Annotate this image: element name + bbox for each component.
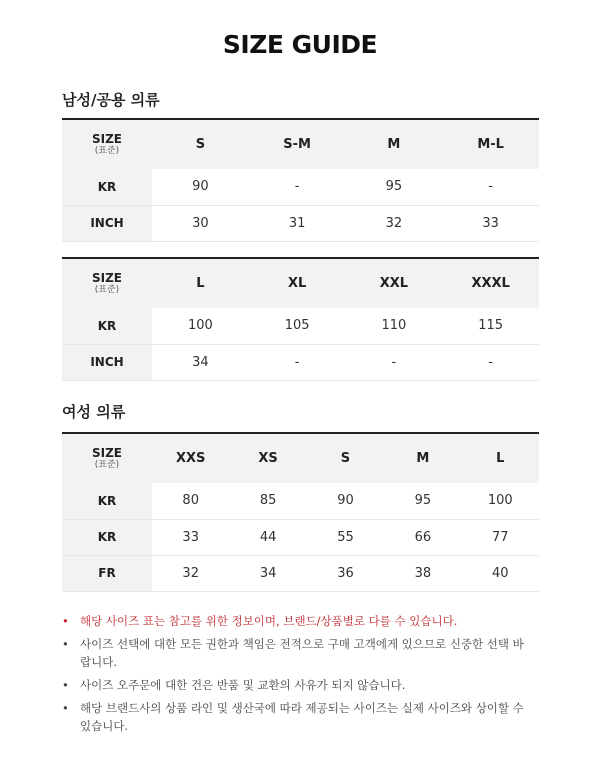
table-cell: 100 <box>462 483 539 519</box>
note-item <box>62 612 532 630</box>
size-table-women <box>62 432 539 592</box>
size-table-unisex-2 <box>62 257 539 381</box>
bullet: • <box>62 637 69 651</box>
row-label: KR <box>62 308 152 344</box>
size-col-header: L <box>152 258 249 308</box>
note-text: 사이즈 오주문에 대한 건은 반품 및 교환의 사유가 되지 않습니다. <box>80 678 406 692</box>
note-item <box>62 635 532 671</box>
table-cell: 85 <box>229 483 306 519</box>
table-cell: - <box>442 344 539 380</box>
table-row <box>62 169 539 205</box>
size-col-header: XXS <box>152 433 229 483</box>
table-header-row <box>62 258 539 308</box>
size-header-label <box>62 119 152 169</box>
size-table-unisex-1 <box>62 118 539 242</box>
row-label: INCH <box>62 344 152 380</box>
table-cell: - <box>249 344 346 380</box>
table-cell: 34 <box>229 555 306 591</box>
size-col-header: M <box>346 119 443 169</box>
row-label: KR <box>62 483 152 519</box>
size-col-header: S <box>152 119 249 169</box>
table-cell: 80 <box>152 483 229 519</box>
table-cell: - <box>442 169 539 205</box>
table-cell: - <box>346 344 443 380</box>
table-header-row <box>62 433 539 483</box>
row-label: KR <box>62 169 152 205</box>
table-cell: 44 <box>229 519 306 555</box>
size-label: SIZE <box>91 445 122 460</box>
section-title-women: 여성 의류 <box>62 403 126 421</box>
size-header-label <box>62 433 152 483</box>
notes-list <box>62 612 532 740</box>
table-row <box>62 205 539 241</box>
table-row <box>62 519 539 555</box>
table-cell: 95 <box>384 483 461 519</box>
size-col-header: XXXL <box>442 258 539 308</box>
bullet: • <box>62 614 69 628</box>
row-label: FR <box>62 555 152 591</box>
note-text: 해당 브랜드사의 상품 라인 및 생산국에 따라 제공되는 사이즈는 실제 사이즈와 상이할 수 있습니다. <box>80 701 524 733</box>
size-label: SIZE <box>91 270 122 285</box>
size-col-header: XL <box>249 258 346 308</box>
table-cell: 66 <box>384 519 461 555</box>
table-cell: 110 <box>346 308 443 344</box>
size-col-header: L <box>462 433 539 483</box>
table-cell: 33 <box>152 519 229 555</box>
table-cell: 34 <box>152 344 249 380</box>
table-row <box>62 308 539 344</box>
size-label-sub: (표준) <box>94 145 120 156</box>
size-col-header: XXL <box>346 258 443 308</box>
table-cell: 105 <box>249 308 346 344</box>
size-header-label <box>62 258 152 308</box>
note-item <box>62 699 532 735</box>
table-cell: 38 <box>384 555 461 591</box>
table-cell: - <box>249 169 346 205</box>
size-label-sub: (표준) <box>94 284 120 295</box>
table-row <box>62 483 539 519</box>
size-col-header: XS <box>229 433 306 483</box>
table-cell: 40 <box>462 555 539 591</box>
table-cell: 77 <box>462 519 539 555</box>
table-cell: 30 <box>152 205 249 241</box>
table-cell: 55 <box>307 519 384 555</box>
size-col-header: M-L <box>442 119 539 169</box>
table-cell: 90 <box>307 483 384 519</box>
table-cell: 36 <box>307 555 384 591</box>
row-label: KR <box>62 519 152 555</box>
page-title: SIZE GUIDE <box>222 30 378 59</box>
bullet: • <box>62 678 69 692</box>
table-header-row <box>62 119 539 169</box>
note-item <box>62 676 532 694</box>
note-text: 해당 사이즈 표는 참고를 위한 정보이며, 브랜드/상품별로 다를 수 있습니다. <box>80 614 458 628</box>
table-cell: 33 <box>442 205 539 241</box>
size-col-header: M <box>384 433 461 483</box>
table-cell: 95 <box>346 169 443 205</box>
table-cell: 31 <box>249 205 346 241</box>
table-cell: 32 <box>152 555 229 591</box>
table-cell: 115 <box>442 308 539 344</box>
section-title-unisex: 남성/공용 의류 <box>62 91 160 109</box>
table-cell: 32 <box>346 205 443 241</box>
table-row <box>62 555 539 591</box>
size-label: SIZE <box>91 131 122 146</box>
size-label-sub: (표준) <box>94 459 120 470</box>
row-label: INCH <box>62 205 152 241</box>
table-cell: 90 <box>152 169 249 205</box>
size-col-header: S <box>307 433 384 483</box>
size-col-header: S-M <box>249 119 346 169</box>
table-row <box>62 344 539 380</box>
bullet: • <box>62 701 69 715</box>
table-cell: 100 <box>152 308 249 344</box>
note-text: 사이즈 선택에 대한 모든 권한과 책임은 전적으로 구매 고객에게 있으므로 신중한 선택 바랍니다. <box>80 637 524 669</box>
